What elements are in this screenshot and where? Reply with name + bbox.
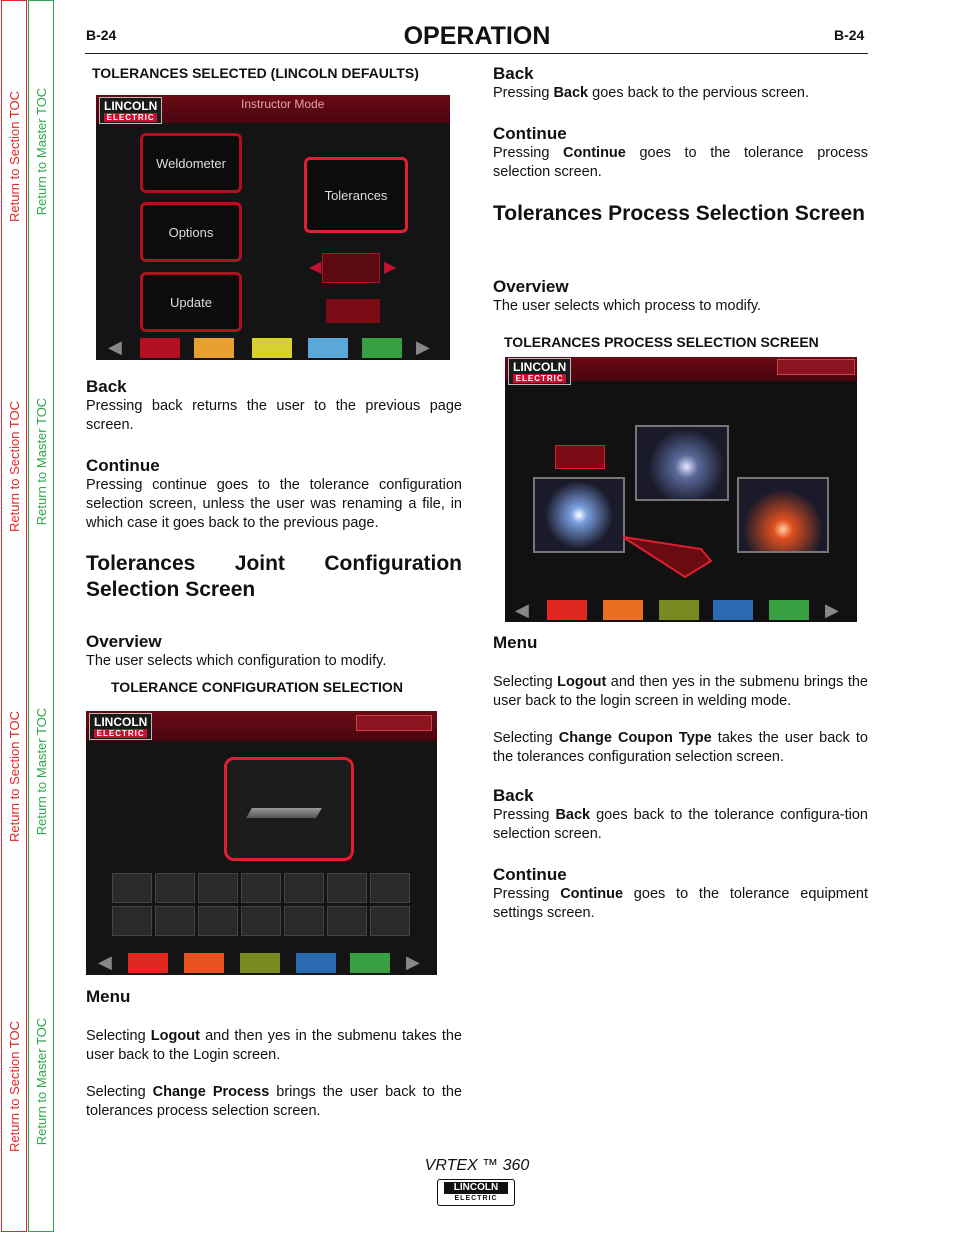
back-text: Pressing back returns the user to the previous page screen. <box>86 398 462 433</box>
nav-back-arrow-icon: ◀ <box>108 337 122 357</box>
weldometer-button: Weldometer <box>140 133 242 193</box>
back-heading: Back <box>493 64 534 83</box>
selector-right-arrow-icon: ▶ <box>384 259 397 276</box>
continue-text: Pressing continue goes to the tolerance configuration selection screen, unless the user was renaming a file, in which case it goes back to the previous page. <box>86 477 462 531</box>
back-text: Pressing Back goes back to the tolerance configura-tion selection screen. <box>493 807 869 842</box>
orange-button <box>603 600 643 620</box>
instructor-mode-screenshot <box>96 95 450 360</box>
options-button: Options <box>140 202 242 262</box>
nav-back-arrow-icon: ◀ <box>515 600 529 620</box>
return-to-master-toc-link[interactable]: Return to Master TOC <box>34 87 50 215</box>
smaw-process-image <box>737 477 829 553</box>
flat-plate-icon <box>246 808 322 818</box>
olive-button <box>659 600 699 620</box>
page-title: OPERATION <box>403 22 551 50</box>
return-to-master-toc-link[interactable]: Return to Master TOC <box>34 1017 50 1145</box>
section-toc-tab <box>1 0 27 1232</box>
figure-caption: TOLERANCE CONFIGURATION SELECTION <box>111 679 403 695</box>
tolerances-process-screenshot <box>505 357 857 622</box>
nav-forward-arrow-icon: ▶ <box>416 337 430 357</box>
change-process-bottom-button <box>184 953 224 973</box>
selector-left-arrow-icon: ◀ <box>309 259 322 276</box>
menu-heading: Menu <box>86 987 131 1006</box>
continue-text: Pressing Continue goes to the tolerance equipment settings screen. <box>493 886 868 921</box>
return-to-section-toc-link[interactable]: Return to Section TOC <box>7 1020 23 1152</box>
section-heading: Tolerances Process Selection Screen <box>493 202 865 225</box>
change-coupon-type-button <box>777 359 855 375</box>
product-name: VRTEX ™ 360 <box>424 1157 530 1174</box>
mode-title: Instructor Mode <box>241 97 325 111</box>
change-process-button <box>356 715 432 731</box>
blue-button <box>308 338 348 358</box>
header-rule <box>85 53 868 54</box>
return-to-section-toc-link[interactable]: Return to Section TOC <box>7 710 23 842</box>
olive-button <box>240 953 280 973</box>
secondary-selector <box>326 299 380 323</box>
tolerance-selector <box>322 253 380 283</box>
menu-heading: Menu <box>493 633 538 652</box>
menu-change-coupon-text: Selecting Change Coupon Type takes the user back to the tolerances configuration selection screen. <box>493 730 868 765</box>
menu-logout-text: Selecting Logout and then yes in the submenu takes the user back to the Login screen. <box>86 1028 462 1063</box>
overview-heading: Overview <box>86 632 162 651</box>
overview-heading: Overview <box>493 277 569 296</box>
nav-forward-arrow-icon: ▶ <box>825 600 839 620</box>
green-button <box>362 338 402 358</box>
joint-thumbnail-grid <box>112 873 412 935</box>
lincoln-logo: LINCOLN ELECTRIC <box>89 713 152 740</box>
back-heading: Back <box>493 786 534 805</box>
figure-caption: TOLERANCES PROCESS SELECTION SCREEN <box>504 334 819 350</box>
update-button: Update <box>140 272 242 332</box>
gtaw-process-image <box>533 477 625 553</box>
overview-text: The user selects which configuration to modify. <box>86 653 387 669</box>
blue-button <box>296 953 336 973</box>
menu-logout-text: Selecting Logout and then yes in the submenu brings the user back to the login screen in welding mode. <box>493 674 868 709</box>
continue-heading: Continue <box>493 124 567 143</box>
logout-button <box>140 338 180 358</box>
selected-joint-panel <box>224 757 354 861</box>
orange-button <box>194 338 234 358</box>
logout-button <box>128 953 168 973</box>
nav-forward-arrow-icon: ▶ <box>406 952 420 972</box>
continue-heading: Continue <box>493 865 567 884</box>
master-toc-tab <box>28 0 54 1232</box>
lincoln-electric-logo: LINCOLN ELECTRIC <box>437 1179 515 1206</box>
figure-caption: TOLERANCES SELECTED (LINCOLN DEFAULTS) <box>92 65 419 81</box>
blue-button <box>713 600 753 620</box>
pointer-shape <box>615 527 725 583</box>
tolerance-configuration-screenshot <box>86 711 437 975</box>
logout-button <box>547 600 587 620</box>
continue-heading: Continue <box>86 456 160 475</box>
menu-change-process-text: Selecting Change Process brings the user back to the tolerances process selection screen. <box>86 1084 462 1119</box>
continue-text: Pressing Continue goes to the tolerance process selection screen. <box>493 145 868 180</box>
lincoln-logo: LINCOLN ELECTRIC <box>508 358 571 385</box>
page-code-left: B-24 <box>86 27 117 43</box>
section-heading: Tolerances Joint Configuration Selection Screen <box>86 552 462 601</box>
return-to-master-toc-link[interactable]: Return to Master TOC <box>34 397 50 525</box>
continue-button <box>769 600 809 620</box>
overview-text: The user selects which process to modify. <box>493 298 762 314</box>
return-to-section-toc-link[interactable]: Return to Section TOC <box>7 400 23 532</box>
back-text: Pressing Back goes back to the pervious screen. <box>493 85 809 101</box>
return-to-master-toc-link[interactable]: Return to Master TOC <box>34 707 50 835</box>
gmaw-process-image <box>635 425 729 501</box>
lincoln-logo: LINCOLN ELECTRIC <box>99 97 162 124</box>
yellow-button <box>252 338 292 358</box>
nav-back-arrow-icon: ◀ <box>98 952 112 972</box>
back-heading: Back <box>86 377 127 396</box>
tolerances-button: Tolerances <box>304 157 408 233</box>
continue-button <box>350 953 390 973</box>
process-label-tag <box>555 445 605 469</box>
return-to-section-toc-link[interactable]: Return to Section TOC <box>7 90 23 222</box>
page-code-right: B-24 <box>834 27 865 43</box>
